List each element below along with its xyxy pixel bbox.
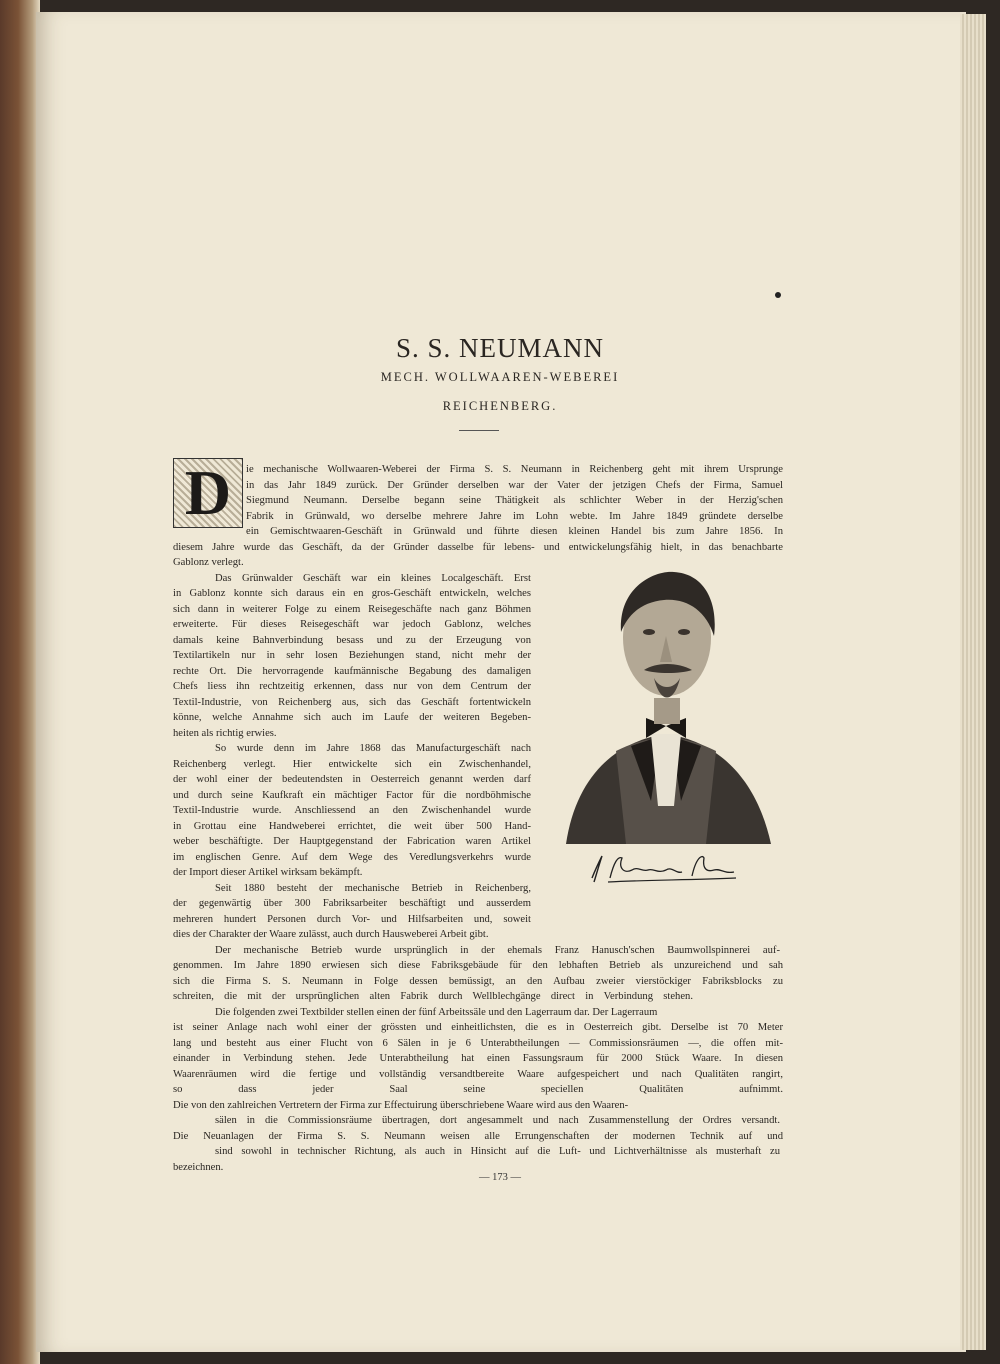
body-text-line: Die folgenden zwei Textbilder stellen einen der fünf Arbeitssäle und den Lagerraum dar. Der Lagerraum <box>215 1006 658 1018</box>
body-text-line: erweiterte. Für dieses Reisegeschäft war jedoch Gablonz, welches <box>173 619 531 630</box>
body-text-line: damals keine Bahnverbindung besass und zu der Erzeugung von <box>173 634 531 646</box>
body-text-line: Das Grünwalder Geschäft war ein kleines Localgeschäft. Erst <box>215 572 531 584</box>
body-text-line: Die von den zahlreichen Vertretern der Firma zur Effectuirung überschriebene Waare wird aus den Waaren- <box>173 1099 629 1111</box>
portrait-image <box>556 566 776 844</box>
body-text-line: Der mechanische Betrieb wurde ursprünglich in der ehemals Franz Hanusch'schen Baumwollspinnerei auf- <box>215 944 780 956</box>
handwritten-signature <box>588 848 738 888</box>
body-text-line: könne, welche Annahme sich auch im Laufe der weiteren Begeben- <box>173 712 531 723</box>
body-text-line: so dass jeder Saal seine speciellen Qualitäten aufnimmt. <box>173 1084 783 1095</box>
body-text-line: genommen. Im Jahre 1890 erwiesen sich diese Fabriksgebäude für den lebhaften Betrieb als unzureichend und sah <box>173 960 783 971</box>
body-text-line: mehreren hundert Personen durch Vor- und Hilfsarbeiten und, soweit <box>173 913 531 925</box>
body-text-line: Textil-Industrie, von Reichenberg aus, sich das Geschäft fortentwickeln <box>173 696 531 708</box>
page-subtitle: MECH. WOLLWAAREN-WEBEREI <box>380 370 620 384</box>
body-text-line: sich die Firma S. S. Neumann in Folge dessen bemüssigt, an den Aufbau zweier vierstöckiger Fabriksblocks zu <box>173 975 783 987</box>
body-text-line: einander in Verbindung stehen. Jede Unterabtheilung hat einen Fassungsraum für 2000 Stück Waare. In diesen <box>173 1053 783 1064</box>
page-number: — 173 — <box>479 1172 521 1183</box>
body-text-line: Die Neuanlagen der Firma S. S. Neumann weisen alle Errungenschaften der modernen Technik auf und <box>173 1130 783 1142</box>
body-text-line: bezeichnen. <box>173 1161 224 1173</box>
body-text-line: dies der Charakter der Waare zulässt, auch durch Hausweberei Arbeit gibt. <box>173 929 489 940</box>
body-text-line: Siegmund Neumann. Derselbe begann seine Thätigkeit als schlichter Weber in der Herzig'schen <box>246 495 783 506</box>
body-text-line: ist seiner Anlage nach wohl einer der grössten und einheitlichsten, die es in Oesterreich gibt. Derselbe ist 70 Meter <box>173 1022 783 1033</box>
body-text-line: in das Jahr 1849 zurück. Der Gründer derselben war der Vater der jetzigen Chefs der Firma, Samuel <box>246 479 783 491</box>
body-text-line: heiten als richtig erwies. <box>173 727 277 739</box>
body-text-line: Waarenräumen wird die fertige und vollständig versandtbereite Waare aufgespeichert und nach Qualitäten rangirt, <box>173 1068 783 1080</box>
body-text-line: schreiten, die mit der ursprünglichen alten Fabrik durch Wellblechgänge direct in Verbindung stehen. <box>173 991 693 1002</box>
drop-cap <box>173 458 243 528</box>
body-text-line: der wohl einer der bedeutendsten in Oesterreich genannt werden darf <box>173 774 531 785</box>
body-text-line: So wurde denn im Jahre 1868 das Manufacturgeschäft nach <box>215 743 531 754</box>
body-text-line: im englischen Genre. Auf dem Wege des Veredlungsverkehrs wurde <box>173 851 531 863</box>
body-text-line: ie mechanische Wollwaaren-Weberei der Firma S. S. Neumann in Reichenberg geht mit ihrem Ursprunge <box>246 464 783 475</box>
body-text-line: der Import dieser Artikel wirksam bekämpft. <box>173 867 363 878</box>
book-spine <box>0 0 40 1364</box>
body-text-line: Reichenberg verlegt. Hier entwickelte sich ein Zwischenhandel, <box>173 758 531 770</box>
body-text-line: ein Gemischtwaaren-Geschäft in Grünwald und führte diesen kleinen Handel bis zum Jahre 1856. In <box>246 526 783 537</box>
page-edges <box>960 14 986 1350</box>
body-text-line: Gablonz verlegt. <box>173 557 244 568</box>
body-text-line: lang und besteht aus einer Flucht von 6 Sälen in je 6 Unterabtheilungen — Commissionsräumen —, die offen mit- <box>173 1037 783 1049</box>
drop-cap-letter: D <box>184 457 232 528</box>
body-text-line: in Grottau eine Handweberei errichtet, die weit über 500 Hand- <box>173 820 531 832</box>
body-text-line: und durch seine Kaufkraft ein mächtiger Factor für die nordböhmische <box>173 789 531 801</box>
body-text-line: Fabrik in Grünwald, wo derselbe mehrere Jahre im Lohn webte. Im Jahre 1849 gründete derselbe <box>246 510 783 522</box>
body-text-line: sich dann in weiterer Folge zu einem Reisegeschäfte nach ganz Böhmen <box>173 603 531 615</box>
body-text-line: Textilartikeln nur in sehr losen Beziehungen stand, nicht mehr der <box>173 650 531 661</box>
body-text-line: der gegenwärtig über 300 Fabriksarbeiter beschäftigt und ausserdem <box>173 898 531 909</box>
body-text-line: rechte Ort. Die hervorragende kaufmännische Begabung des damaligen <box>173 665 531 677</box>
ink-dot <box>775 292 781 298</box>
body-text-line: Seit 1880 besteht der mechanische Betrieb in Reichenberg, <box>215 882 531 894</box>
body-text-line: sälen in die Commissionsräume übertragen, dort angesammelt und nach Zusammenstellung der Ordres versandt. <box>215 1115 780 1126</box>
body-text-line: diesem Jahre wurde das Geschäft, da der Gründer dasselbe für lebens- und entwickelungsfähig hielt, in das benachbarte <box>173 541 783 553</box>
body-text-line: weber beschäftigte. Der Hauptgegenstand der Fabrication waren Artikel <box>173 836 531 847</box>
body-text-line: in Gablonz konnte sich daraus ein en gros-Geschäft entwickeln, welches <box>173 588 531 599</box>
page-location: REICHENBERG. <box>442 399 558 413</box>
title-rule <box>459 430 499 431</box>
body-text-line: Textil-Industrie wurde. Anschliessend an den Zwischenhandel wurde <box>173 805 531 816</box>
body-text-line: sind sowohl in technischer Richtung, als auch in Hinsicht auf die Luft- und Lichtverhältnisse als musterhaft zu <box>215 1146 780 1157</box>
body-text-line: Chefs liess ihn rechtzeitig erkennen, dass nur von dem Centrum der <box>173 681 531 692</box>
page-title: S. S. NEUMANN <box>395 333 605 363</box>
